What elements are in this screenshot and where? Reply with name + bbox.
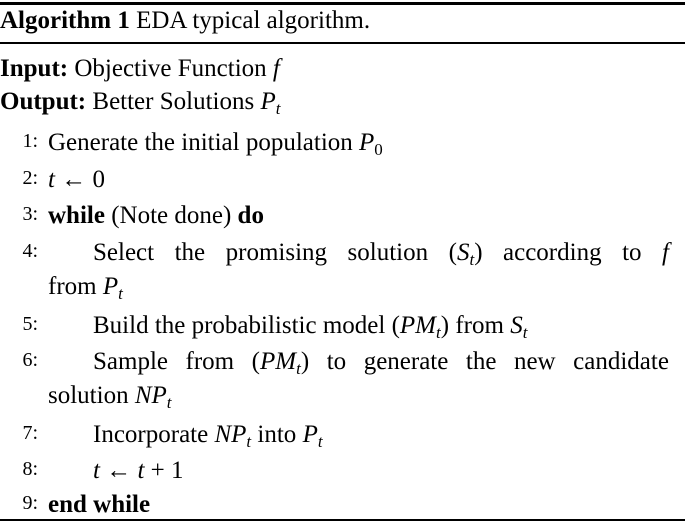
step-number: 1: xyxy=(22,130,38,152)
step-9: end while xyxy=(48,491,151,518)
keyword-do: do xyxy=(237,202,264,229)
step-4-continuation: from $P_t$ xyxy=(48,273,123,303)
step-number: 3: xyxy=(22,203,38,225)
step-1: Generate the initial population $P_0$ xyxy=(48,129,383,159)
top-rule xyxy=(0,2,685,5)
caption-rule xyxy=(0,42,685,44)
step-6: Sample from $(PM_t)$ to generate the new candidate xyxy=(93,348,669,378)
step-7: Incorporate $NP_t$ into $P_t$ xyxy=(93,421,323,451)
input-label: Input: xyxy=(0,55,69,82)
output-text: Better Solutions xyxy=(92,88,255,115)
step-number: 2: xyxy=(22,167,38,189)
step-5: Build the probabilistic model $(PM_t)$ from $S_t$ xyxy=(93,312,528,342)
bottom-rule xyxy=(0,519,685,521)
keyword-while: while xyxy=(48,202,105,229)
step-number: 5: xyxy=(22,313,38,335)
caption-label: Algorithm 1 xyxy=(0,7,130,34)
step-6-continuation: solution $NP_t$ xyxy=(48,382,172,412)
step-number: 4: xyxy=(22,240,38,262)
step-number: 6: xyxy=(22,349,38,371)
step-8: t ← t + 1 xyxy=(93,457,184,484)
step-4: Select the promising solution $(S_t)$ according to f xyxy=(93,239,669,269)
input-text: Objective Function xyxy=(74,55,267,82)
step-number: 7: xyxy=(22,422,38,444)
step-3: while (Note done) do xyxy=(48,202,264,229)
caption-text: EDA typical algorithm. xyxy=(136,7,371,34)
algorithm-caption xyxy=(0,6,370,36)
input-line xyxy=(0,54,280,84)
step-2: t ← 0 xyxy=(48,166,105,193)
step-number: 8: xyxy=(22,458,38,480)
step-number: 9: xyxy=(22,492,38,514)
output-line xyxy=(0,87,280,117)
output-label: Output: xyxy=(0,88,87,115)
input-symbol: f xyxy=(272,55,280,82)
output-symbol: $P_t$ xyxy=(260,88,281,118)
